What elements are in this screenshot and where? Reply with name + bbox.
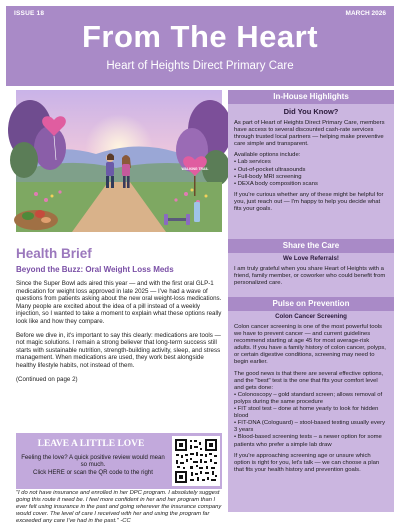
review-link[interactable]: Click HERE or scan the QR code to the right — [33, 468, 153, 476]
sidebar — [228, 90, 394, 512]
share-heading: Share the Care — [228, 239, 394, 253]
review-box-text — [20, 454, 166, 476]
in-house-outro: If you're curious whether any of these might be helpful for you, just reach out — I'm happy to help you decide what fits your goals. — [234, 191, 384, 213]
article-paragraph: Before we dive in, it's important to say this clearly: medications are tools — not magic solutions. I remain a strong believer that long-term success still starts with sustainable nutrition, strength-building activity, sleep, and stress management. When medications are used, they work best alongside healthy lifestyle habits, not instead of them. — [16, 331, 221, 369]
review-prompt: Feeling the love? A quick positive review would mean so much. — [21, 454, 165, 469]
pulse-outro: If you're approaching screening age or unsure which option is right for you, let's talk — we can choose a plan that fits your health history and prevention goals. — [234, 452, 380, 473]
illustration-artwork — [16, 90, 222, 232]
article-subtitle: Beyond the Buzz: Oral Weight Loss Meds — [16, 265, 174, 274]
list-item: • FIT-DNA (Cologuard) – stool-based testing usually every 3 years — [234, 420, 388, 434]
practice-name: Heart of Heights Direct Primary Care — [106, 60, 294, 72]
in-house-intro: As part of Heart of Heights Direct Primary Care, members have access to several discounted cash-rate services through trusted local partners — helping make preventive care simple and transparent. — [234, 120, 385, 148]
options-label: Available options include: — [234, 152, 301, 159]
patient-testimonial: "I do not have insurance and enrolled in her DPC program. I absolutely suggest going this route it need be. I feel more confident in her and her program than I ever felt using insurance in the past and going wherever the insurance company would cover. The level of care I received with her and using the program far exceeded any care I've had in the past." -CC — [16, 490, 222, 524]
qr-code-icon — [172, 436, 220, 486]
screening-options-list — [228, 392, 394, 449]
referrals-heading: We Love Referrals! — [283, 255, 339, 262]
in-house-highlights-section — [228, 90, 394, 213]
services-list — [228, 159, 394, 187]
pulse-on-prevention-section — [228, 297, 394, 474]
masthead — [6, 6, 394, 86]
couple-walking-illustration — [16, 90, 222, 232]
pulse-intro: Colon cancer screening is one of the most powerful tools we have to prevent cancer — and current guidelines recommend starting at age 45 for most average-risk adults. If you have a family history of colon cancer, polyps, or certain digestive conditions, screening may need to begin earlier. — [234, 324, 386, 366]
colon-screening-heading: Colon Cancer Screening — [275, 313, 347, 320]
share-the-care-section — [228, 239, 394, 287]
list-item: • Full-body MRI screening — [234, 174, 388, 181]
list-item: • DEXA body composition scans — [234, 181, 388, 188]
issue-date: MARCH 2026 — [345, 10, 386, 17]
health-brief-section — [16, 236, 222, 383]
health-brief-title: Health Brief — [16, 246, 92, 261]
list-item: • Blood-based screening tests – a newer option for some patients who prefer a simple lab draw — [234, 434, 388, 448]
pulse-options-intro: The good news is that there are several effective options, and the "best" test is the one that fits your comfort level and gets done: — [234, 370, 384, 391]
walking-trail-sign: WALKING TRAIL — [181, 167, 209, 171]
continued-note: (Continued on page 2) — [16, 375, 78, 383]
review-qr-code[interactable] — [172, 436, 220, 486]
newsletter-title: From The Heart — [81, 19, 319, 54]
pulse-heading: Pulse on Prevention — [228, 297, 394, 311]
issue-number: ISSUE 18 — [14, 10, 45, 17]
list-item: • Lab services — [234, 159, 388, 166]
share-text: I am truly grateful when you share Heart of Heights with a friend, family member, or coworker who could benefit from personalized care. — [234, 266, 386, 287]
newsletter-page — [6, 6, 394, 524]
review-request-box — [16, 433, 222, 489]
list-item: • Colonoscopy – gold standard screen; allows removal of polyps during the same procedure — [234, 392, 388, 406]
review-box-title: LEAVE A LITTLE LOVE — [37, 439, 145, 449]
list-item: • FIT stool test – done at home yearly to look for hidden blood — [234, 406, 388, 420]
did-you-know-heading: Did You Know? — [283, 107, 339, 116]
in-house-heading: In-House Highlights — [228, 90, 394, 104]
article-paragraph: Since the Super Bowl ads aired this year — and with the first oral GLP-1 medication for weight loss approved in late 2025 — I've had a wave of questions from patients asking about the new oral weight-loss medications. Many people are excited about the idea of a pill instead of a weekly injection, so I wanted to take a moment to explain what these options really look like and how they compare. — [16, 280, 222, 325]
list-item: • Out-of-pocket ultrasounds — [234, 167, 388, 174]
